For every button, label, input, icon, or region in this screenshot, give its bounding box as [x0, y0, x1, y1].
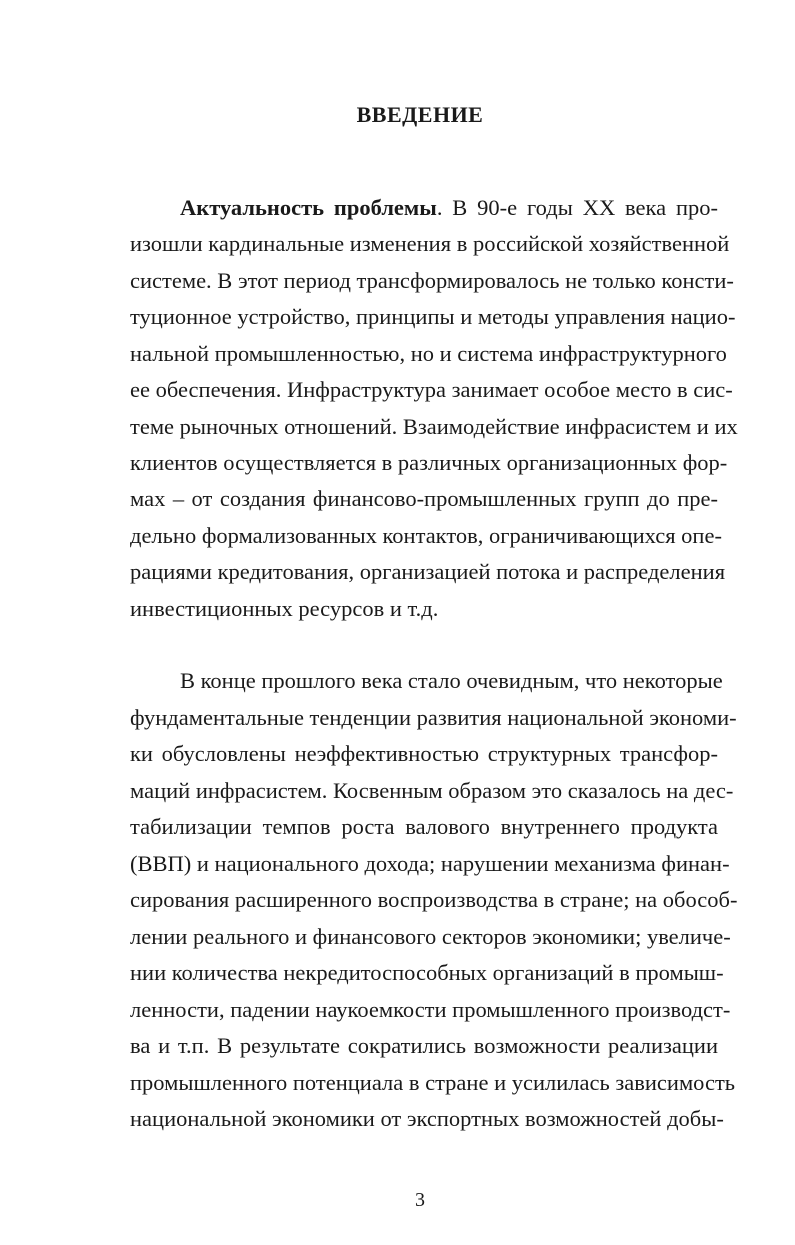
- paragraph-1-line: инвестиционных ресурсов и т.д.: [130, 596, 439, 621]
- paragraph-1-line: мах – от создания финансово-промышленных групп до пре-: [130, 486, 718, 511]
- paragraph-2-line: нии количества некредитоспособных организаций в промыш-: [130, 960, 724, 985]
- paragraph-1-line: ее обеспечения. Инфраструктура занимает особое место в сис-: [130, 377, 733, 402]
- paragraph-2-line: В конце прошлого века стало очевидным, что некоторые: [180, 668, 723, 693]
- page-number: 3: [415, 1189, 425, 1211]
- paragraph-1-line: системе. В этот период трансформировалось не только консти-: [130, 268, 734, 293]
- paragraph-2-line: промышленного потенциала в стране и усилилась зависимость: [130, 1070, 736, 1095]
- paragraph-1-line: туционное устройство, принципы и методы управления нацио-: [130, 304, 736, 329]
- line-text: . В 90-е годы XX века про-: [436, 195, 718, 220]
- paragraph-1-line: теме рыночных отношений. Взаимодействие инфрасистем и их: [130, 414, 738, 439]
- paragraph-2-line: фундаментальные тенденции развития национальной экономи-: [130, 705, 737, 730]
- paragraph-2-line: ки обусловлены неэффективностью структурных трансфор-: [130, 741, 718, 766]
- paragraph-2-line: табилизации темпов роста валового внутреннего продукта: [130, 814, 718, 839]
- lead-phrase: Актуальность проблемы: [180, 195, 437, 220]
- paragraph-1-line: нальной промышленностью, но и система инфраструктурного: [130, 341, 727, 366]
- paragraph-2-line: лении реального и финансового секторов экономики; увеличе-: [130, 924, 731, 949]
- paragraph-2-line: сирования расширенного воспроизводства в стране; на обособ-: [130, 887, 738, 912]
- paragraph-1-line: дельно формализованных контактов, ограничивающихся опе-: [130, 523, 722, 548]
- paragraph-2-line: маций инфрасистем. Косвенным образом это сказалось на дес-: [130, 778, 734, 803]
- paragraph-2-line: ва и т.п. В результате сократились возможности реализации: [130, 1033, 718, 1058]
- paragraph-1-line: клиентов осуществляется в различных организационных фор-: [130, 450, 728, 475]
- paragraph-1-line: рациями кредитования, организацией потока и распределения: [130, 559, 726, 584]
- paragraph-2-line: национальной экономики от экспортных возможностей добы-: [130, 1106, 724, 1131]
- paragraph-2-line: (ВВП) и национального дохода; нарушении механизма финан-: [130, 851, 730, 876]
- paragraph-1-line: [180, 191, 718, 225]
- page-title: ВВЕДЕНИЕ: [356, 102, 484, 127]
- paragraph-1-line: изошли кардинальные изменения в российской хозяйственной: [130, 231, 730, 256]
- paragraph-2-line: ленности, падении наукоемкости промышленного производст-: [130, 997, 731, 1022]
